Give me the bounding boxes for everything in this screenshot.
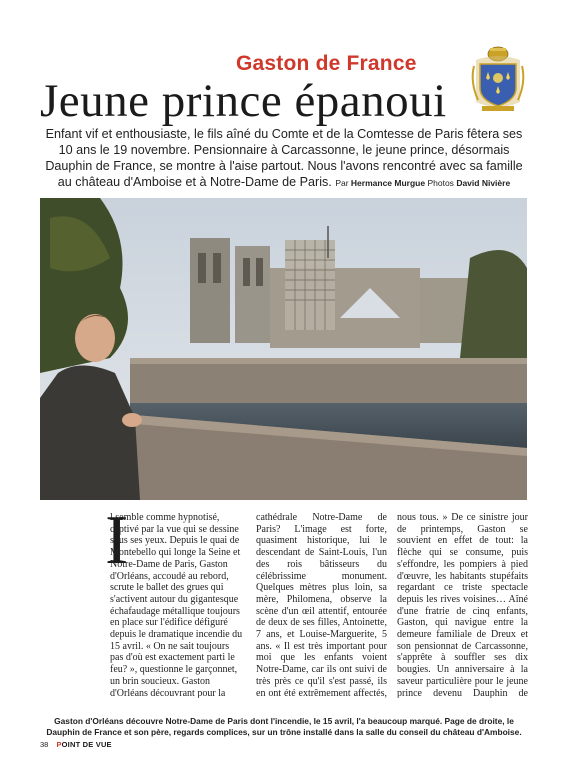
drop-cap: I [105,502,129,579]
kicker-title: Gaston de France [236,52,417,75]
notre-dame-photo [40,198,527,500]
page-title: Jeune prince épanoui [40,75,447,127]
royal-coat-of-arms-icon [468,42,528,114]
article-column-3: nous tous. » De ce sinistre jour de printemps, Gaston se souvient en effet de tout: la flèche qui se consume, puis s'effondre, les pompiers à pied d'œuvre, les habitants stupéfaits regardant ce triste spectacle depuis les rives voisines… Aîné d'une fratrie de cinq enfants, Gaston, qui navigue entre la demeure familiale de Dreux et son pensionnat de Carcassonne, s'apprête à souffler ses dix bougies. Un anniversaire à la saveur particulière pour le jeune prince devenu Dauphin de [397,512,528,698]
lede-text: Enfant vif et enthousiaste, le fils aîné du Comte et de la Comtesse de Paris fêtera ses 10 ans le 19 novembre. Pensionnaire à Carcassonne, le jeune prince, désormais Dauphin de France, se montre à l'aise partout. Nous l'avons rencontré avec sa famille au château d'Amboise et à Notre-Dame de Paris. [45,127,523,189]
magazine-name [56,740,111,749]
magazine-initial: P [56,740,62,749]
byline-par-label: Par [335,178,349,188]
byline-photos-label: Photos [427,178,454,188]
byline [335,178,510,188]
page-number: 38 [40,740,49,749]
photographer-name: David Nivière [456,178,511,188]
article-column-1: l semble comme hypnotisé, captivé par la vue qui se dessine sous ses yeux. Depuis le quai de Montebello qui longe la Seine et Notre-Dame de Paris, Gaston d'Orléans, accoudé au rebord, scrute le ballet des grues qui s'activent autour du gigantesque échafaudage métallique toujours en place sur l'édifice défiguré depuis le dramatique incendie du 15 avril. « On ne sait toujours pas d'où est exactement parti le feu? », questionne le garçonnet, un brin soucieux. Gaston d'Orléans découvrant pour la [110,512,243,698]
magazine-rest: OINT DE VUE [61,740,112,749]
article-column-2: cathédrale Notre-Dame de Paris? L'image est forte, quasiment historique, lui le descendant de Saint-Louis, l'un des rois bâtisseurs du célébrissime monument. Quelques mètres plus loin, sa mère, Philomena, observe la scène d'un œil attentif, entourée de deux de ses filles, Antoinette, 7 ans, et Louise-Marguerite, 5 ans. « Il est très important pour moi que les enfants voient Notre-Dame, car ils ont suivi de très près ce qu'il s'est passé, ils en ont été extrêmement affectés, [256,512,387,698]
page-footer [40,740,112,749]
photo-caption: Gaston d'Orléans découvre Notre-Dame de Paris dont l'incendie, le 15 avril, l'a beaucoup marqué. Page de droite, le Dauphin de France et son père, regards complices, sur un trône installé dans la salle du conseil du château d'Amboise. [46,716,522,737]
author-name: Hermance Murgue [350,178,426,188]
standfirst [40,126,528,191]
